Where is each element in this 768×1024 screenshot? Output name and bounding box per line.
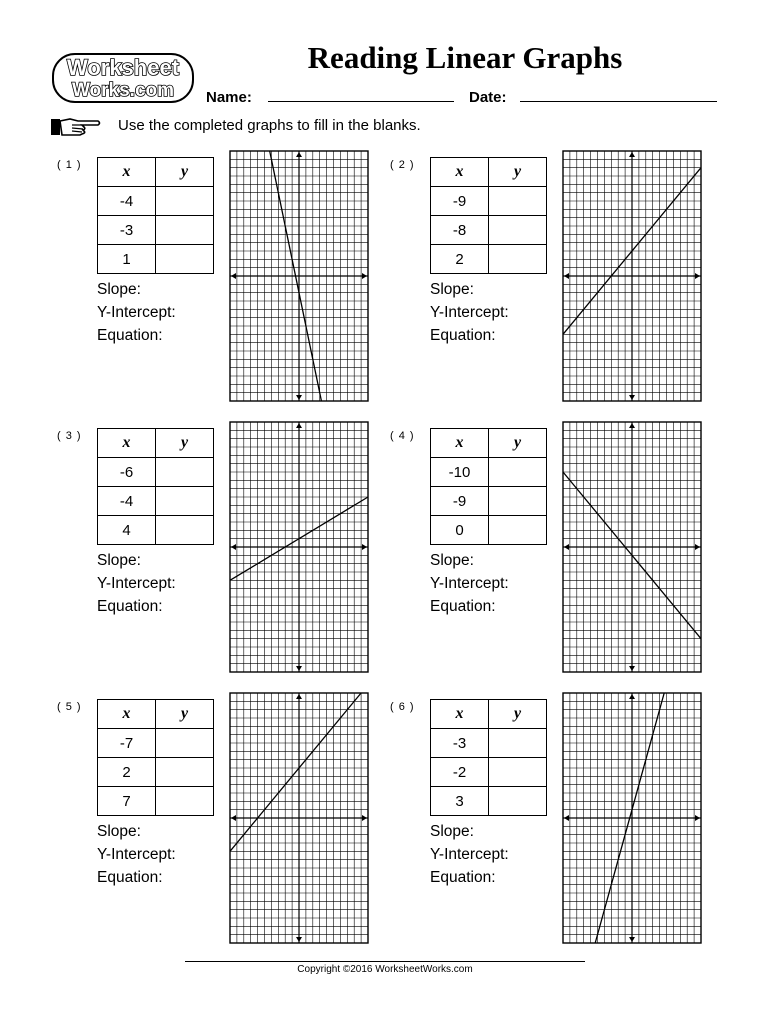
y-answer-cell[interactable] — [156, 245, 214, 274]
y-header: y — [156, 158, 214, 187]
slope-label: Slope: — [430, 552, 474, 569]
plotted-line — [230, 693, 361, 851]
y-axis-arrow-down — [296, 395, 302, 400]
slope-label: Slope: — [430, 281, 474, 298]
y-intercept-label: Y-Intercept: — [97, 846, 176, 863]
y-header: y — [489, 429, 547, 458]
x-value: 3 — [431, 787, 489, 816]
x-axis-arrow-right — [362, 815, 367, 821]
x-value: -9 — [431, 187, 489, 216]
y-answer-cell[interactable] — [156, 487, 214, 516]
coordinate-grid — [562, 150, 702, 402]
y-answer-cell[interactable] — [489, 487, 547, 516]
coordinate-grid — [229, 421, 369, 673]
equation-label: Equation: — [97, 598, 163, 615]
problem-4 — [390, 428, 720, 680]
y-header: y — [489, 700, 547, 729]
coordinate-grid — [229, 692, 369, 944]
y-answer-cell[interactable] — [489, 516, 547, 545]
equation-label: Equation: — [97, 869, 163, 886]
x-value: -4 — [98, 187, 156, 216]
xy-table — [97, 157, 214, 274]
xy-table — [430, 157, 547, 274]
xy-table — [97, 699, 214, 816]
x-value: -10 — [431, 458, 489, 487]
problem-number: ( 4 ) — [390, 430, 415, 442]
problem-number: ( 3 ) — [57, 430, 82, 442]
x-axis-arrow-right — [362, 544, 367, 550]
name-label: Name: — [206, 89, 252, 106]
x-header: x — [98, 700, 156, 729]
xy-table — [97, 428, 214, 545]
copyright: Copyright ©2016 WorksheetWorks.com — [297, 964, 473, 975]
y-axis-arrow-up — [296, 423, 302, 428]
y-answer-cell[interactable] — [489, 729, 547, 758]
problem-number: ( 1 ) — [57, 159, 82, 171]
y-header: y — [156, 700, 214, 729]
date-label: Date: — [469, 89, 507, 106]
problem-6 — [390, 699, 720, 951]
y-answer-cell[interactable] — [489, 787, 547, 816]
y-axis-arrow-down — [296, 937, 302, 942]
y-axis-arrow-up — [296, 694, 302, 699]
footer-divider — [185, 961, 585, 962]
x-axis-arrow-left — [231, 544, 236, 550]
x-header: x — [431, 158, 489, 187]
problem-number: ( 6 ) — [390, 701, 415, 713]
y-axis-arrow-down — [296, 666, 302, 671]
x-header: x — [431, 429, 489, 458]
x-axis-arrow-left — [564, 815, 569, 821]
name-field[interactable] — [268, 101, 454, 102]
y-answer-cell[interactable] — [156, 758, 214, 787]
x-axis-arrow-left — [564, 273, 569, 279]
y-axis-arrow-down — [629, 937, 635, 942]
y-answer-cell[interactable] — [156, 458, 214, 487]
y-answer-cell[interactable] — [156, 729, 214, 758]
x-value: 2 — [98, 758, 156, 787]
y-answer-cell[interactable] — [489, 245, 547, 274]
slope-label: Slope: — [97, 552, 141, 569]
x-axis-arrow-left — [564, 544, 569, 550]
y-axis-arrow-up — [629, 694, 635, 699]
worksheetworks-logo — [50, 50, 200, 106]
y-answer-cell[interactable] — [156, 787, 214, 816]
x-header: x — [98, 429, 156, 458]
y-answer-cell[interactable] — [489, 758, 547, 787]
problem-3 — [57, 428, 387, 680]
x-value: -7 — [98, 729, 156, 758]
problem-2 — [390, 157, 720, 409]
y-answer-cell[interactable] — [489, 458, 547, 487]
coordinate-grid — [229, 150, 369, 402]
xy-table — [430, 699, 547, 816]
y-intercept-label: Y-Intercept: — [97, 304, 176, 321]
coordinate-grid — [562, 421, 702, 673]
y-answer-cell[interactable] — [156, 216, 214, 245]
x-value: -2 — [431, 758, 489, 787]
date-field[interactable] — [520, 101, 717, 102]
y-intercept-label: Y-Intercept: — [97, 575, 176, 592]
coordinate-grid — [562, 692, 702, 944]
y-answer-cell[interactable] — [156, 187, 214, 216]
slope-label: Slope: — [97, 281, 141, 298]
slope-label: Slope: — [430, 823, 474, 840]
x-value: 4 — [98, 516, 156, 545]
x-value: -3 — [98, 216, 156, 245]
x-value: 7 — [98, 787, 156, 816]
x-value: 2 — [431, 245, 489, 274]
y-axis-arrow-up — [296, 152, 302, 157]
slope-label: Slope: — [97, 823, 141, 840]
x-axis-arrow-right — [695, 273, 700, 279]
instructions: Use the completed graphs to fill in the blanks. — [118, 117, 421, 134]
problem-number: ( 5 ) — [57, 701, 82, 713]
y-intercept-label: Y-Intercept: — [430, 575, 509, 592]
x-axis-arrow-left — [231, 815, 236, 821]
equation-label: Equation: — [430, 598, 496, 615]
problem-5 — [57, 699, 387, 951]
x-value: 0 — [431, 516, 489, 545]
y-intercept-label: Y-Intercept: — [430, 304, 509, 321]
problem-1 — [57, 157, 387, 409]
equation-label: Equation: — [430, 327, 496, 344]
y-answer-cell[interactable] — [489, 187, 547, 216]
y-axis-arrow-down — [629, 395, 635, 400]
x-value: 1 — [98, 245, 156, 274]
x-axis-arrow-right — [695, 815, 700, 821]
x-value: -8 — [431, 216, 489, 245]
x-header: x — [98, 158, 156, 187]
problem-number: ( 2 ) — [390, 159, 415, 171]
pointing-hand-icon — [50, 116, 102, 138]
logo-text-line1: Worksheet — [66, 55, 180, 80]
y-header: y — [489, 158, 547, 187]
logo-text-line2: Works.com — [71, 80, 175, 101]
x-value: -4 — [98, 487, 156, 516]
y-axis-arrow-up — [629, 152, 635, 157]
x-value: -9 — [431, 487, 489, 516]
page-title: Reading Linear Graphs — [307, 40, 623, 75]
x-axis-arrow-right — [695, 544, 700, 550]
x-value: -3 — [431, 729, 489, 758]
x-axis-arrow-left — [231, 273, 236, 279]
y-header: y — [156, 429, 214, 458]
y-intercept-label: Y-Intercept: — [430, 846, 509, 863]
equation-label: Equation: — [97, 327, 163, 344]
equation-label: Equation: — [430, 869, 496, 886]
x-axis-arrow-right — [362, 273, 367, 279]
y-axis-arrow-down — [629, 666, 635, 671]
y-answer-cell[interactable] — [156, 516, 214, 545]
x-header: x — [431, 700, 489, 729]
x-value: -6 — [98, 458, 156, 487]
y-axis-arrow-up — [629, 423, 635, 428]
xy-table — [430, 428, 547, 545]
y-answer-cell[interactable] — [489, 216, 547, 245]
